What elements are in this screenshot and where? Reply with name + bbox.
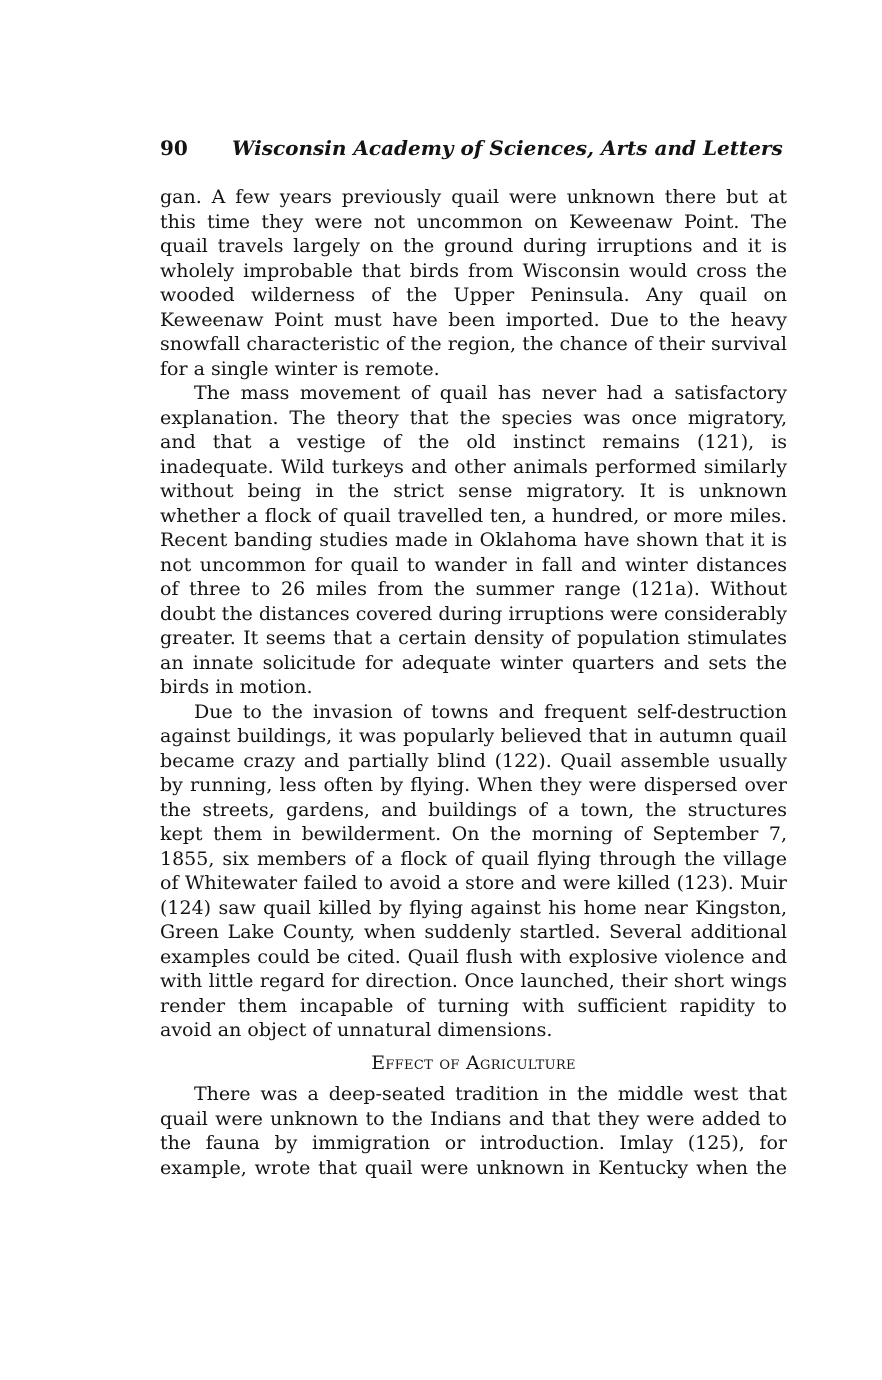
body-text — [160, 185, 787, 1180]
running-title: Wisconsin Academy of Sciences, Arts and Letters — [232, 136, 783, 160]
paragraph-continuation: gan. A few years previously quail were unknown there but at this time they were not uncommon on Keweenaw Point. The quail travels largely on the ground during irruptions and it is wholely improbable that birds from Wisconsin would cross the wooded wilderness of the Upper Peninsula. Any quail on Keweenaw Point must have been imported. Due to the heavy snowfall characteristic of the region, the chance of their survival for a single winter is remote. — [160, 186, 787, 380]
page-number: 90 — [160, 136, 188, 160]
page-header — [160, 133, 783, 163]
paragraph-mass-movement: The mass movement of quail has never had a satisfactory explanation. The theory that the species was once migratory, and that a vestige of the old instinct remains (121), is inadequate. Wild turkeys and other animals performed similarly without being in the strict sense migratory. It is unknown whether a flock of quail travelled ten, a hundred, or more miles. Recent banding studies made in Oklahoma have shown that it is not uncommon for quail to wander in fall and winter distances of three to 26 miles from the summer range (121a). Without doubt the distances covered during irruptions were considerably greater. It seems that a certain density of population stimulates an innate solicitude for adequate winter quarters and sets the birds in motion. — [160, 382, 787, 698]
paragraph-invasion-of-towns: Due to the invasion of towns and frequent self-destruction against buildings, it was popularly believed that in autumn quail became crazy and partially blind (122). Quail assemble usually by running, less often by flying. When they were dispersed over the streets, gardens, and buildings of a town, the structures kept them in bewilderment. On the morning of September 7, 1855, six members of a flock of quail flying through the village of Whitewater failed to avoid a store and were killed (123). Muir (124) saw quail killed by flying against his home near Kingston, Green Lake County, when suddenly startled. Several additional examples could be cited. Quail flush with explosive violence and with little regard for direction. Once launched, their short wings render them incapable of turning with sufficient rapidity to avoid an object of unnatural dimensions. — [160, 700, 787, 1041]
paragraph-tradition: There was a deep-seated tradition in the middle west that quail were unknown to the Indians and that they were added to the fauna by immigration or introduction. Imlay (125), for example, wrote that quail were unknown in Kentucky when the — [160, 1083, 787, 1179]
section-heading: Effect of Agriculture — [371, 1051, 576, 1074]
